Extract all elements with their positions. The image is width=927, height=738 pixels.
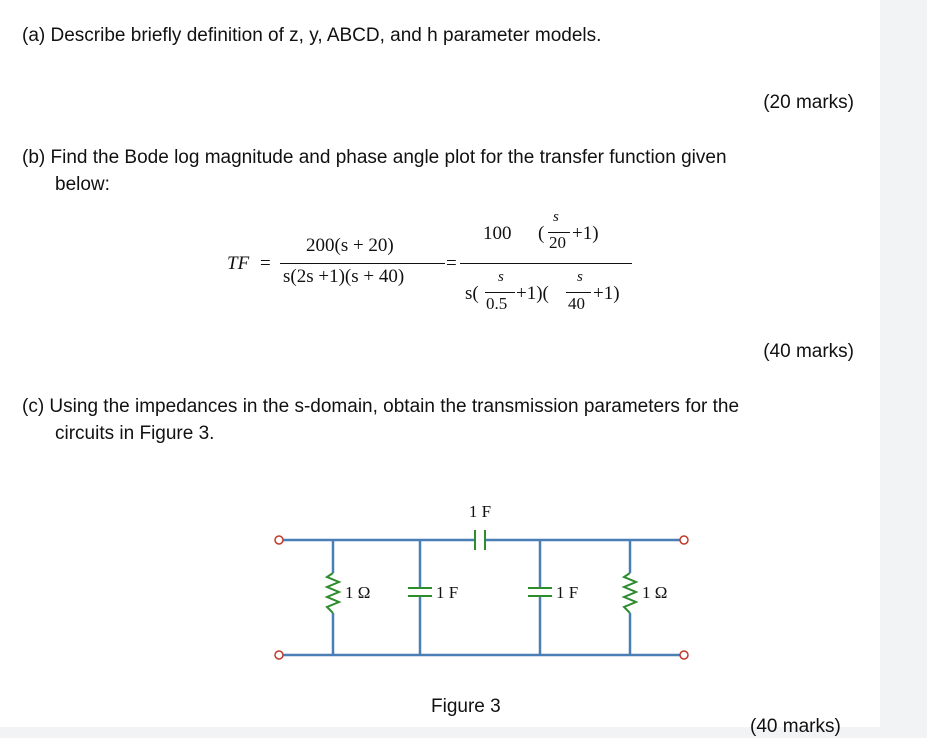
eq-den2-small-bar-1 — [485, 292, 515, 293]
eq-equals-2: = — [446, 253, 457, 274]
eq-den2-s2: s — [577, 269, 583, 285]
eq-den2-small-bar-2 — [566, 292, 591, 293]
eq-num2-20: 20 — [549, 233, 566, 252]
eq-num2-close: +1) — [572, 223, 599, 244]
capacitor-top-icon — [475, 530, 485, 550]
eq-den2-05: 0.5 — [486, 294, 508, 313]
resistor-right-icon — [624, 573, 636, 613]
r-left-label: 1 Ω — [345, 583, 371, 602]
eq-fraction-bar-1 — [280, 263, 445, 264]
cap-top-label: 1 F — [468, 502, 492, 521]
question-c — [22, 393, 739, 447]
question-c-line1: (c) Using the impedances in the s-domain, obtain the transmission parameters for the — [22, 396, 740, 417]
question-a — [22, 22, 601, 49]
eq-den2-40: 40 — [568, 294, 585, 313]
r-right-label: 1 Ω — [642, 583, 668, 602]
eq-equals-1: = — [260, 253, 271, 274]
eq-fraction-bar-2 — [460, 263, 632, 264]
capacitor-left-icon — [408, 588, 432, 596]
question-b-marks: (40 marks) — [763, 341, 854, 362]
circuit-diagram — [265, 495, 695, 670]
question-a-marks: (20 marks) — [763, 92, 854, 113]
capacitor-right-icon — [528, 588, 552, 596]
question-a-text: (a) Describe briefly definition of z, y, ABCD, and h parameter models. — [22, 25, 602, 46]
eq-num2-open: ( — [538, 223, 545, 244]
eq-lhs: TF — [227, 253, 250, 274]
question-b — [22, 144, 727, 198]
eq-den2-close: +1) — [593, 283, 620, 304]
scrollbar-track[interactable] — [881, 0, 927, 727]
circuit-wires — [283, 540, 680, 655]
eq-den2-s: s( — [465, 283, 479, 304]
transfer-function-equation — [220, 205, 660, 330]
eq-num2-s: s — [553, 209, 559, 225]
eq-denominator-1: s(2s +1)(s + 40) — [283, 266, 405, 287]
eq-num2-coef: 100 — [483, 223, 512, 244]
cap-right-label: 1 F — [556, 583, 579, 602]
eq-numerator-1: 200(s + 20) — [306, 235, 394, 256]
question-b-line1: (b) Find the Bode log magnitude and phase angle plot for the transfer function given — [22, 147, 727, 168]
question-c-marks-partial: (40 marks) — [750, 716, 841, 737]
figure-caption: Figure 3 — [431, 696, 501, 717]
eq-den2-s1: s — [498, 269, 504, 285]
resistor-left-icon — [327, 573, 339, 613]
question-b-line2: below: — [55, 174, 110, 195]
cap-left-label: 1 F — [436, 583, 459, 602]
question-c-line2: circuits in Figure 3. — [55, 423, 215, 444]
eq-den2-mid: +1)( — [516, 283, 549, 304]
